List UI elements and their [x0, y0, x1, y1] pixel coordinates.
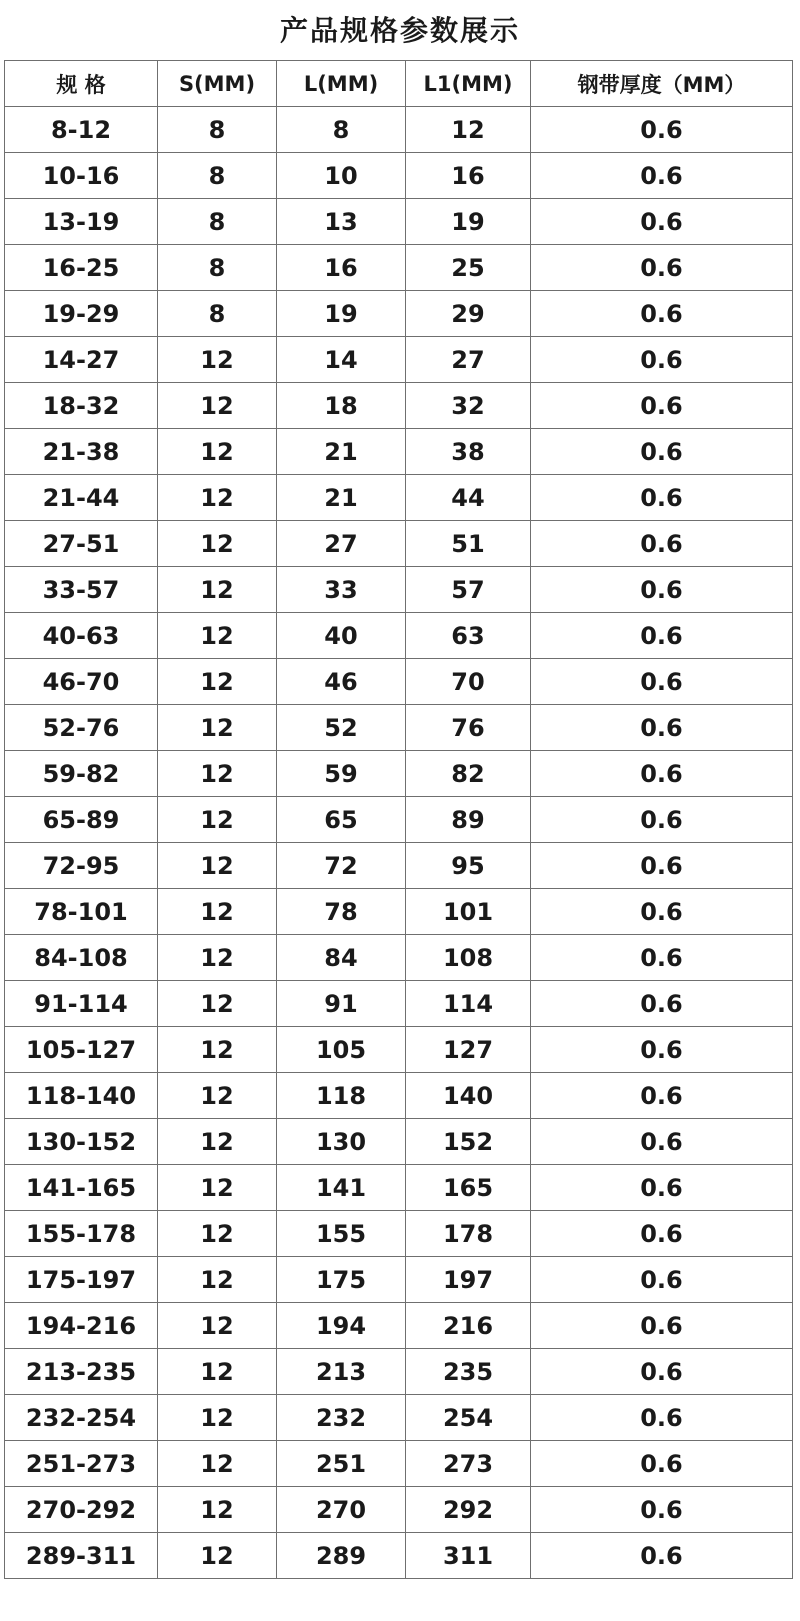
cell-thickness: 0.6	[531, 153, 793, 199]
cell-s: 12	[158, 889, 277, 935]
cell-l1: 19	[406, 199, 531, 245]
table-row	[5, 429, 793, 475]
cell-thickness: 0.6	[531, 1119, 793, 1165]
cell-s: 12	[158, 1349, 277, 1395]
cell-l1: 311	[406, 1533, 531, 1579]
header-spec: 规 格	[5, 61, 158, 107]
cell-l: 19	[277, 291, 406, 337]
cell-l: 33	[277, 567, 406, 613]
cell-l: 289	[277, 1533, 406, 1579]
cell-l: 21	[277, 429, 406, 475]
table-row	[5, 935, 793, 981]
cell-l: 40	[277, 613, 406, 659]
table-row	[5, 751, 793, 797]
table-row	[5, 1073, 793, 1119]
cell-spec: 251-273	[5, 1441, 158, 1487]
cell-thickness: 0.6	[531, 751, 793, 797]
cell-spec: 59-82	[5, 751, 158, 797]
cell-l: 52	[277, 705, 406, 751]
cell-spec: 40-63	[5, 613, 158, 659]
cell-spec: 21-38	[5, 429, 158, 475]
cell-s: 12	[158, 1441, 277, 1487]
cell-s: 12	[158, 613, 277, 659]
cell-spec: 8-12	[5, 107, 158, 153]
cell-l: 194	[277, 1303, 406, 1349]
cell-s: 8	[158, 153, 277, 199]
cell-l: 16	[277, 245, 406, 291]
table-row	[5, 1119, 793, 1165]
cell-l1: 32	[406, 383, 531, 429]
cell-s: 12	[158, 1165, 277, 1211]
cell-spec: 78-101	[5, 889, 158, 935]
cell-s: 12	[158, 337, 277, 383]
cell-l1: 51	[406, 521, 531, 567]
cell-s: 12	[158, 1533, 277, 1579]
cell-s: 12	[158, 1257, 277, 1303]
cell-l: 118	[277, 1073, 406, 1119]
cell-thickness: 0.6	[531, 1303, 793, 1349]
cell-thickness: 0.6	[531, 1349, 793, 1395]
cell-l1: 101	[406, 889, 531, 935]
table-row	[5, 1441, 793, 1487]
cell-l1: 292	[406, 1487, 531, 1533]
cell-thickness: 0.6	[531, 291, 793, 337]
cell-l1: 76	[406, 705, 531, 751]
cell-l1: 89	[406, 797, 531, 843]
cell-l: 213	[277, 1349, 406, 1395]
table-row	[5, 1349, 793, 1395]
table-row	[5, 153, 793, 199]
cell-s: 12	[158, 383, 277, 429]
header-row	[5, 61, 793, 107]
cell-s: 12	[158, 1395, 277, 1441]
table-row	[5, 475, 793, 521]
cell-spec: 10-16	[5, 153, 158, 199]
cell-l: 46	[277, 659, 406, 705]
cell-l: 175	[277, 1257, 406, 1303]
cell-s: 12	[158, 1119, 277, 1165]
cell-s: 12	[158, 705, 277, 751]
cell-thickness: 0.6	[531, 521, 793, 567]
cell-s: 8	[158, 291, 277, 337]
table-row	[5, 1533, 793, 1579]
cell-spec: 130-152	[5, 1119, 158, 1165]
cell-spec: 84-108	[5, 935, 158, 981]
table-row	[5, 245, 793, 291]
cell-l1: 44	[406, 475, 531, 521]
cell-l1: 165	[406, 1165, 531, 1211]
header-thickness: 钢带厚度（MM）	[531, 61, 793, 107]
cell-spec: 213-235	[5, 1349, 158, 1395]
table-row	[5, 107, 793, 153]
cell-l1: 216	[406, 1303, 531, 1349]
cell-spec: 118-140	[5, 1073, 158, 1119]
cell-thickness: 0.6	[531, 245, 793, 291]
table-row	[5, 1487, 793, 1533]
spec-table	[4, 60, 793, 1579]
cell-spec: 46-70	[5, 659, 158, 705]
cell-spec: 33-57	[5, 567, 158, 613]
cell-l: 270	[277, 1487, 406, 1533]
cell-l: 232	[277, 1395, 406, 1441]
cell-l: 13	[277, 199, 406, 245]
cell-l: 105	[277, 1027, 406, 1073]
table-row	[5, 383, 793, 429]
cell-thickness: 0.6	[531, 659, 793, 705]
cell-thickness: 0.6	[531, 1441, 793, 1487]
cell-l: 84	[277, 935, 406, 981]
cell-spec: 194-216	[5, 1303, 158, 1349]
cell-s: 12	[158, 521, 277, 567]
cell-spec: 16-25	[5, 245, 158, 291]
cell-l1: 152	[406, 1119, 531, 1165]
cell-s: 12	[158, 659, 277, 705]
table-row	[5, 1027, 793, 1073]
cell-s: 12	[158, 843, 277, 889]
cell-thickness: 0.6	[531, 1395, 793, 1441]
cell-l1: 16	[406, 153, 531, 199]
cell-l: 130	[277, 1119, 406, 1165]
cell-l: 78	[277, 889, 406, 935]
table-row	[5, 705, 793, 751]
table-row	[5, 981, 793, 1027]
table-row	[5, 1303, 793, 1349]
cell-spec: 14-27	[5, 337, 158, 383]
cell-thickness: 0.6	[531, 1533, 793, 1579]
cell-thickness: 0.6	[531, 1211, 793, 1257]
cell-s: 12	[158, 475, 277, 521]
cell-l1: 57	[406, 567, 531, 613]
table-row	[5, 613, 793, 659]
cell-l1: 108	[406, 935, 531, 981]
header-l1: L1(MM)	[406, 61, 531, 107]
cell-thickness: 0.6	[531, 981, 793, 1027]
cell-spec: 52-76	[5, 705, 158, 751]
cell-l: 141	[277, 1165, 406, 1211]
cell-l1: 178	[406, 1211, 531, 1257]
cell-spec: 19-29	[5, 291, 158, 337]
header-s: S(MM)	[158, 61, 277, 107]
cell-spec: 141-165	[5, 1165, 158, 1211]
cell-spec: 21-44	[5, 475, 158, 521]
cell-l: 21	[277, 475, 406, 521]
cell-l1: 235	[406, 1349, 531, 1395]
cell-l: 59	[277, 751, 406, 797]
cell-thickness: 0.6	[531, 337, 793, 383]
table-body	[5, 107, 793, 1579]
cell-thickness: 0.6	[531, 705, 793, 751]
cell-s: 12	[158, 1211, 277, 1257]
cell-spec: 270-292	[5, 1487, 158, 1533]
table-row	[5, 1211, 793, 1257]
cell-l1: 114	[406, 981, 531, 1027]
cell-l1: 29	[406, 291, 531, 337]
cell-l1: 82	[406, 751, 531, 797]
cell-l1: 140	[406, 1073, 531, 1119]
cell-thickness: 0.6	[531, 797, 793, 843]
cell-l1: 197	[406, 1257, 531, 1303]
cell-l1: 27	[406, 337, 531, 383]
cell-l: 72	[277, 843, 406, 889]
cell-l1: 63	[406, 613, 531, 659]
cell-l: 8	[277, 107, 406, 153]
page-title: 产品规格参数展示	[279, 14, 520, 47]
cell-s: 12	[158, 797, 277, 843]
table-row	[5, 797, 793, 843]
cell-thickness: 0.6	[531, 383, 793, 429]
cell-spec: 105-127	[5, 1027, 158, 1073]
table-header	[5, 61, 793, 107]
cell-thickness: 0.6	[531, 199, 793, 245]
cell-l: 251	[277, 1441, 406, 1487]
cell-s: 12	[158, 1487, 277, 1533]
table-row	[5, 199, 793, 245]
cell-s: 12	[158, 751, 277, 797]
cell-l: 91	[277, 981, 406, 1027]
cell-thickness: 0.6	[531, 567, 793, 613]
cell-s: 8	[158, 245, 277, 291]
cell-thickness: 0.6	[531, 429, 793, 475]
cell-thickness: 0.6	[531, 935, 793, 981]
header-l: L(MM)	[277, 61, 406, 107]
cell-thickness: 0.6	[531, 1073, 793, 1119]
cell-l: 14	[277, 337, 406, 383]
cell-l1: 70	[406, 659, 531, 705]
cell-spec: 13-19	[5, 199, 158, 245]
cell-thickness: 0.6	[531, 1257, 793, 1303]
table-row	[5, 521, 793, 567]
cell-s: 12	[158, 1303, 277, 1349]
table-row	[5, 1257, 793, 1303]
cell-spec: 27-51	[5, 521, 158, 567]
cell-s: 12	[158, 935, 277, 981]
cell-l1: 127	[406, 1027, 531, 1073]
cell-thickness: 0.6	[531, 1165, 793, 1211]
cell-l: 10	[277, 153, 406, 199]
cell-s: 12	[158, 981, 277, 1027]
cell-l: 65	[277, 797, 406, 843]
cell-s: 12	[158, 1027, 277, 1073]
cell-spec: 91-114	[5, 981, 158, 1027]
cell-spec: 72-95	[5, 843, 158, 889]
cell-l: 18	[277, 383, 406, 429]
cell-thickness: 0.6	[531, 613, 793, 659]
cell-thickness: 0.6	[531, 843, 793, 889]
table-row	[5, 1395, 793, 1441]
table-row	[5, 843, 793, 889]
cell-l1: 38	[406, 429, 531, 475]
cell-thickness: 0.6	[531, 889, 793, 935]
cell-spec: 289-311	[5, 1533, 158, 1579]
cell-s: 12	[158, 567, 277, 613]
cell-l1: 273	[406, 1441, 531, 1487]
cell-spec: 175-197	[5, 1257, 158, 1303]
cell-spec: 232-254	[5, 1395, 158, 1441]
table-row	[5, 659, 793, 705]
cell-spec: 155-178	[5, 1211, 158, 1257]
cell-s: 12	[158, 1073, 277, 1119]
table-row	[5, 1165, 793, 1211]
cell-l1: 254	[406, 1395, 531, 1441]
table-row	[5, 567, 793, 613]
cell-l1: 95	[406, 843, 531, 889]
cell-s: 8	[158, 199, 277, 245]
cell-l1: 25	[406, 245, 531, 291]
cell-thickness: 0.6	[531, 475, 793, 521]
cell-thickness: 0.6	[531, 107, 793, 153]
cell-l1: 12	[406, 107, 531, 153]
table-row	[5, 889, 793, 935]
cell-thickness: 0.6	[531, 1487, 793, 1533]
table-row	[5, 291, 793, 337]
cell-l: 27	[277, 521, 406, 567]
cell-spec: 18-32	[5, 383, 158, 429]
cell-thickness: 0.6	[531, 1027, 793, 1073]
cell-spec: 65-89	[5, 797, 158, 843]
cell-s: 8	[158, 107, 277, 153]
cell-s: 12	[158, 429, 277, 475]
table-row	[5, 337, 793, 383]
cell-l: 155	[277, 1211, 406, 1257]
